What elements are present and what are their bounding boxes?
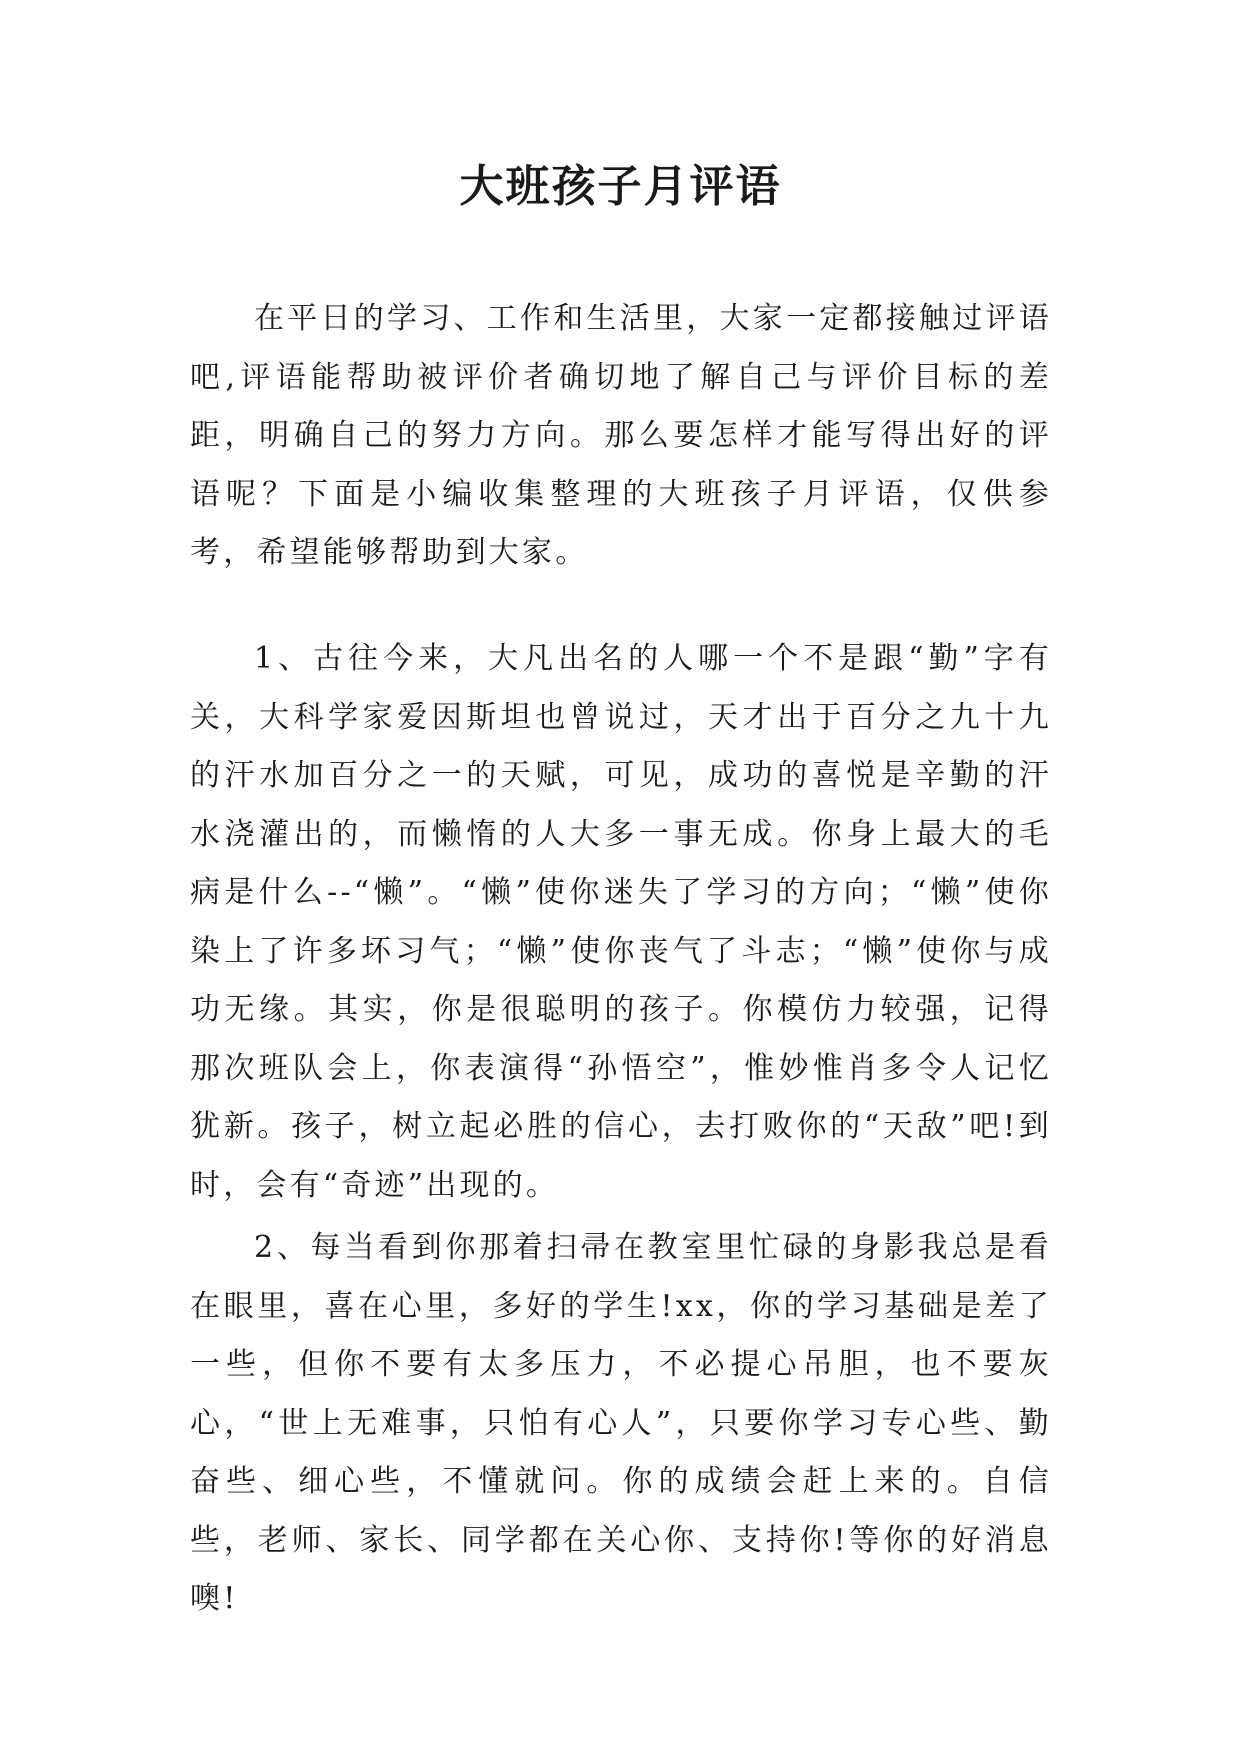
- comment-paragraph-1: 1、古往今来，大凡出名的人哪一个不是跟“勤”字有关，大科学家爱因斯坦也曾说过，天才出于百分之九十九的汗水加百分之一的天赋，可见，成功的喜悦是辛勤的汗水浇灌出的，而懒惰的人大多一事无成。你身上最大的毛病是什么--“懒”。“懒”使你迷失了学习的方向；“懒”使你染上了许多坏习气；“懒”使你丧气了斗志；“懒”使你与成功无缘。其实，你是很聪明的孩子。你模仿力较强，记得那次班队会上，你表演得“孙悟空”，惟妙惟肖多令人记忆犹新。孩子，树立起必胜的信心，去打败你的“天敌”吧!到时，会有“奇迹”出现的。: [190, 641, 1052, 1203]
- comment-paragraph-2: 2、每当看到你那着扫帚在教室里忙碌的身影我总是看在眼里，喜在心里，多好的学生!xx，你的学习基础是差了一些，但你不要有太多压力，不必提心吊胆，也不要灰心，“世上无难事，只怕有心人”，只要你学习专心些、勤奋些、细心些，不懂就问。你的成绩会赶上来的。自信些，老师、家长、同学都在关心你、支持你!等你的好消息噢!: [190, 1230, 1052, 1616]
- document-title: 大班孩子月评语: [459, 161, 782, 212]
- intro-paragraph: 在平日的学习、工作和生活里，大家一定都接触过评语吧,评语能帮助被评价者确切地了解自己与评价目标的差距，明确自己的努力方向。那么要怎样才能写得出好的评语呢？下面是小编收集整理的大班孩子月评语，仅供参考，希望能够帮助到大家。: [190, 301, 1052, 570]
